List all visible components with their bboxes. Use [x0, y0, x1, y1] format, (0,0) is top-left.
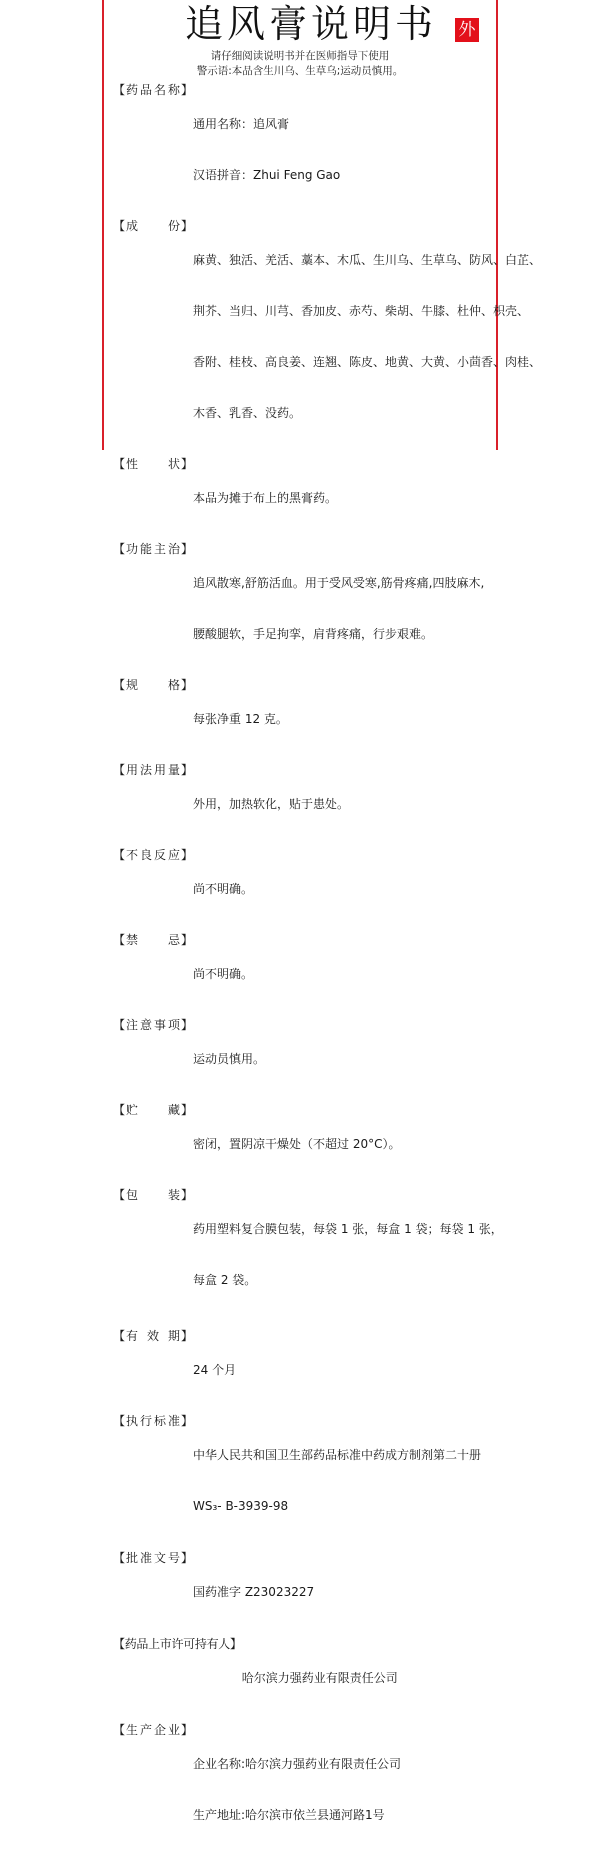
pinyin-name: 汉语拼音：Zhui Feng Gao — [193, 168, 341, 182]
section-approval-number — [113, 1550, 493, 1635]
section-label: 【 贮 藏 】 — [113, 1103, 193, 1117]
section-label: 【 成 份 】 — [113, 219, 193, 233]
section-validity — [113, 1328, 493, 1413]
section-value: 中华人民共和国卫生部药品标准中药成方制剂第二十册 WS₃- B-3939-98 — [193, 1448, 482, 1513]
section-indications — [113, 541, 493, 677]
section-usage — [113, 762, 493, 847]
section-adverse-reactions — [113, 847, 493, 932]
section-drug-name — [113, 82, 493, 218]
document-title: 追风膏说明书 — [185, 2, 438, 46]
section-value: 运动员慎用。 — [193, 1052, 266, 1066]
section-value: 密闭，置阴凉干燥处（不超过 20°C）。 — [193, 1137, 401, 1151]
section-value: 尚不明确。 — [193, 882, 254, 896]
leaflet-sections — [113, 82, 542, 1858]
section-label: 【 包 装 】 — [113, 1188, 193, 1202]
section-label: 【 性 状 】 — [113, 457, 193, 471]
section-label: 【 用 法 用 量 】 — [113, 763, 193, 777]
section-value: 本品为摊于布上的黑膏药。 — [193, 491, 338, 505]
section-label: 【 药 品 名 称 】 — [113, 82, 193, 218]
section-label: 【 有 效 期 】 — [113, 1329, 193, 1343]
section-manufacturer — [113, 1722, 493, 1858]
section-appearance — [113, 456, 493, 541]
external-use-badge: 外 — [455, 18, 479, 42]
section-value — [193, 1722, 493, 1858]
usage-instruction: 请仔细阅读说明书并在医师指导下使用 — [210, 50, 390, 62]
section-label: 【 禁 忌 】 — [113, 933, 193, 947]
section-label: 【 规 格 】 — [113, 678, 193, 692]
section-ingredients — [113, 218, 542, 456]
section-label: 【 药品上市许可持有人 】 — [113, 1637, 242, 1651]
section-label: 【 注 意 事 项 】 — [113, 1018, 193, 1032]
section-precautions — [113, 1017, 493, 1102]
section-value: 药用塑料复合膜包装，每袋 1 张，每盒 1 袋；每袋 1 张， 每盒 2 袋。 — [193, 1222, 503, 1287]
generic-name: 通用名称：追风膏 — [193, 117, 290, 131]
section-label: 【 功 能 主 治 】 — [113, 542, 193, 556]
section-value: 国药准字 Z23023227 — [193, 1585, 315, 1599]
section-label: 【 批 准 文 号 】 — [113, 1551, 193, 1565]
company-name: 企业名称:哈尔滨力强药业有限责任公司 — [193, 1757, 402, 1771]
label-text: 药 品 名 称 — [126, 83, 180, 97]
section-label: 【 执 行 标 准 】 — [113, 1414, 193, 1428]
section-specification — [113, 677, 493, 762]
warning-text: 警示语:本品含生川乌、生草乌;运动员慎用。 — [196, 65, 404, 77]
section-value: 尚不明确。 — [193, 967, 254, 981]
section-value — [193, 82, 493, 218]
section-label: 【 生 产 企 业 】 — [113, 1723, 193, 1737]
section-storage — [113, 1102, 493, 1187]
section-value: 每张净重 12 克。 — [193, 712, 288, 726]
section-value: 24 个月 — [193, 1363, 237, 1377]
section-package — [113, 1187, 503, 1323]
section-label: 【 不 良 反 应 】 — [113, 848, 193, 862]
section-value: 外用，加热软化，贴于患处。 — [193, 797, 350, 811]
section-value: 哈尔滨力强药业有限责任公司 — [241, 1671, 398, 1685]
section-value: 追风散寒,舒筋活血。用于受风受寒,筋骨疼痛,四肢麻木, 腰酸腿软，手足拘挛，肩背疼痛，行步艰难。 — [193, 576, 485, 641]
section-contraindications — [113, 932, 493, 1017]
section-standard — [113, 1413, 493, 1549]
section-value: 麻黄、独活、羌活、藁本、木瓜、生川乌、生草乌、防风、白芷、 荆芥、当归、川芎、香加皮、赤芍、柴胡、牛膝、杜仲、枳壳、 香附、桂枝、高良姜、连翘、陈皮、地黄、大黄、小茴香、肉桂、 木香、乳香、没药。 — [193, 253, 542, 420]
company-address: 生产地址:哈尔滨市依兰县通河路1号 — [193, 1808, 385, 1822]
section-license-holder — [113, 1636, 493, 1721]
leaflet-page — [102, 0, 542, 1822]
